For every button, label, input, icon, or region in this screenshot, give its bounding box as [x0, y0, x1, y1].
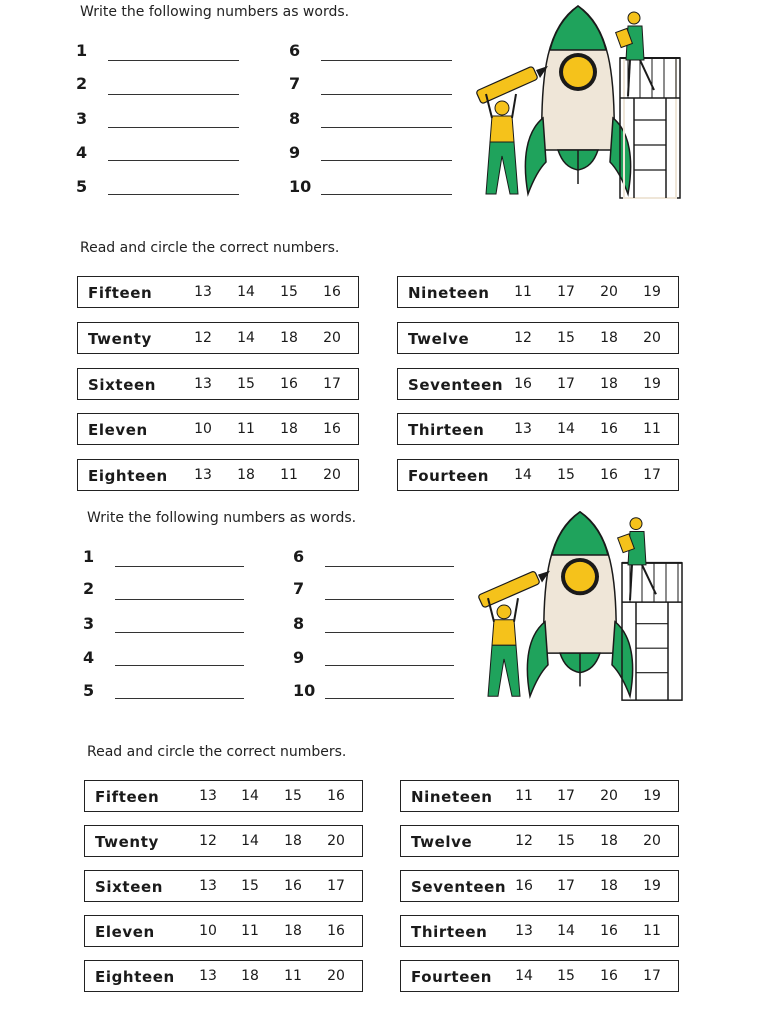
- number-word: Eleven: [88, 421, 148, 439]
- word-row: [397, 322, 679, 354]
- number-option[interactable]: 14: [237, 330, 255, 346]
- number-label: 1: [83, 547, 95, 566]
- word-row: [400, 915, 679, 947]
- number-word: Twenty: [95, 833, 159, 851]
- number-label: 3: [83, 614, 95, 633]
- number-word: Seventeen: [411, 878, 507, 896]
- word-row: [400, 825, 679, 857]
- number-word: Fourteen: [411, 968, 493, 986]
- number-option[interactable]: 18: [237, 467, 255, 483]
- answer-line[interactable]: [108, 94, 239, 95]
- number-option[interactable]: 11: [241, 923, 259, 939]
- number-option[interactable]: 16: [600, 467, 618, 483]
- word-row: [397, 276, 679, 308]
- number-option[interactable]: 11: [280, 467, 298, 483]
- number-word: Eighteen: [88, 467, 168, 485]
- number-option[interactable]: 19: [643, 284, 661, 300]
- word-row: [84, 915, 363, 947]
- answer-line[interactable]: [325, 665, 454, 666]
- number-label: 4: [76, 143, 88, 162]
- number-label: 2: [83, 579, 95, 598]
- number-option[interactable]: 13: [515, 923, 533, 939]
- number-option[interactable]: 17: [327, 878, 345, 894]
- number-word: Thirteen: [411, 923, 488, 941]
- number-option[interactable]: 18: [600, 376, 618, 392]
- number-option[interactable]: 10: [199, 923, 217, 939]
- number-option[interactable]: 17: [643, 467, 661, 483]
- number-option[interactable]: 18: [600, 833, 618, 849]
- word-row: [400, 780, 679, 812]
- number-option[interactable]: 19: [643, 878, 661, 894]
- number-option[interactable]: 16: [284, 878, 302, 894]
- number-option[interactable]: 12: [515, 833, 533, 849]
- number-option[interactable]: 11: [514, 284, 532, 300]
- number-option[interactable]: 15: [557, 467, 575, 483]
- number-option[interactable]: 15: [284, 788, 302, 804]
- number-option[interactable]: 11: [515, 788, 533, 804]
- number-option[interactable]: 12: [514, 330, 532, 346]
- number-label: 9: [293, 648, 305, 667]
- number-option[interactable]: 15: [557, 968, 575, 984]
- number-option[interactable]: 17: [643, 968, 661, 984]
- number-option[interactable]: 14: [241, 788, 259, 804]
- number-label: 4: [83, 648, 95, 667]
- number-option[interactable]: 15: [241, 878, 259, 894]
- number-word: Twenty: [88, 330, 152, 348]
- number-word: Thirteen: [408, 421, 485, 439]
- number-word: Twelve: [408, 330, 470, 348]
- number-word: Eleven: [95, 923, 155, 941]
- number-word: Nineteen: [411, 788, 493, 806]
- number-option[interactable]: 10: [194, 421, 212, 437]
- number-option[interactable]: 12: [194, 330, 212, 346]
- answer-line[interactable]: [325, 599, 454, 600]
- number-label: 1: [76, 41, 88, 60]
- answer-line[interactable]: [321, 60, 452, 61]
- number-option[interactable]: 17: [323, 376, 341, 392]
- number-label: 2: [76, 74, 88, 93]
- number-option[interactable]: 18: [241, 968, 259, 984]
- word-row: [84, 870, 363, 902]
- number-label: 10: [293, 681, 316, 700]
- number-label: 6: [293, 547, 305, 566]
- number-option[interactable]: 15: [557, 330, 575, 346]
- number-option[interactable]: 14: [514, 467, 532, 483]
- number-option[interactable]: 18: [284, 923, 302, 939]
- number-option[interactable]: 14: [515, 968, 533, 984]
- number-option[interactable]: 11: [237, 421, 255, 437]
- circle-instruction: Read and circle the correct numbers.: [80, 240, 340, 256]
- number-word: Sixteen: [95, 878, 164, 896]
- number-option[interactable]: 14: [557, 421, 575, 437]
- number-label: 8: [293, 614, 305, 633]
- number-option[interactable]: 18: [600, 878, 618, 894]
- number-option[interactable]: 15: [237, 376, 255, 392]
- number-word: Seventeen: [408, 376, 504, 394]
- number-option[interactable]: 16: [327, 788, 345, 804]
- number-option[interactable]: 18: [280, 421, 298, 437]
- number-option[interactable]: 18: [284, 833, 302, 849]
- word-row: [397, 368, 679, 400]
- answer-line[interactable]: [325, 566, 454, 567]
- number-option[interactable]: 13: [194, 467, 212, 483]
- number-option[interactable]: 20: [327, 968, 345, 984]
- answer-line[interactable]: [115, 698, 244, 699]
- rocket-with-kids-illustration-icon: [470, 506, 692, 708]
- number-option[interactable]: 16: [323, 421, 341, 437]
- number-option[interactable]: 20: [643, 330, 661, 346]
- answer-line[interactable]: [321, 160, 452, 161]
- answer-line[interactable]: [325, 632, 454, 633]
- answer-line[interactable]: [115, 566, 244, 567]
- word-row: [397, 413, 679, 445]
- number-option[interactable]: 13: [514, 421, 532, 437]
- answer-line[interactable]: [108, 194, 239, 195]
- number-label: 3: [76, 109, 88, 128]
- number-option[interactable]: 13: [194, 284, 212, 300]
- answer-line[interactable]: [321, 94, 452, 95]
- number-option[interactable]: 12: [199, 833, 217, 849]
- number-option[interactable]: 17: [557, 878, 575, 894]
- number-option[interactable]: 15: [280, 284, 298, 300]
- number-label: 10: [289, 177, 312, 196]
- number-option[interactable]: 20: [600, 788, 618, 804]
- number-word: Fifteen: [95, 788, 160, 806]
- answer-line[interactable]: [115, 599, 244, 600]
- number-option[interactable]: 16: [323, 284, 341, 300]
- number-label: 5: [83, 681, 95, 700]
- number-option[interactable]: 16: [600, 421, 618, 437]
- number-option[interactable]: 17: [557, 788, 575, 804]
- number-option[interactable]: 15: [557, 833, 575, 849]
- number-label: 8: [289, 109, 301, 128]
- number-option[interactable]: 17: [557, 284, 575, 300]
- write-instruction: Write the following numbers as words.: [80, 4, 350, 20]
- word-row: [400, 870, 679, 902]
- number-option[interactable]: 16: [514, 376, 532, 392]
- number-label: 9: [289, 143, 301, 162]
- number-label: 5: [76, 177, 88, 196]
- word-row: [397, 459, 679, 491]
- number-option[interactable]: 16: [600, 923, 618, 939]
- number-option[interactable]: 20: [323, 330, 341, 346]
- number-label: 6: [289, 41, 301, 60]
- word-row: [84, 780, 363, 812]
- number-option[interactable]: 20: [323, 467, 341, 483]
- number-option[interactable]: 16: [327, 923, 345, 939]
- word-row: [77, 459, 359, 491]
- number-label: 7: [293, 579, 305, 598]
- word-row: [84, 960, 363, 992]
- number-option[interactable]: 17: [557, 376, 575, 392]
- answer-line[interactable]: [321, 127, 452, 128]
- number-label: 7: [289, 74, 301, 93]
- answer-line[interactable]: [115, 632, 244, 633]
- number-option[interactable]: 19: [643, 376, 661, 392]
- number-word: Fifteen: [88, 284, 153, 302]
- number-option[interactable]: 14: [557, 923, 575, 939]
- number-word: Fourteen: [408, 467, 490, 485]
- circle-instruction: Read and circle the correct numbers.: [87, 744, 347, 760]
- number-option[interactable]: 14: [237, 284, 255, 300]
- write-instruction: Write the following numbers as words.: [87, 510, 357, 526]
- answer-line[interactable]: [108, 60, 239, 61]
- number-option[interactable]: 11: [643, 421, 661, 437]
- word-row: [77, 413, 359, 445]
- number-option[interactable]: 20: [600, 284, 618, 300]
- number-option[interactable]: 11: [643, 923, 661, 939]
- number-word: Eighteen: [95, 968, 175, 986]
- answer-line[interactable]: [115, 665, 244, 666]
- answer-line[interactable]: [321, 194, 452, 195]
- number-option[interactable]: 16: [600, 968, 618, 984]
- number-word: Sixteen: [88, 376, 157, 394]
- number-option[interactable]: 13: [199, 788, 217, 804]
- number-option[interactable]: 18: [280, 330, 298, 346]
- word-row: [77, 276, 359, 308]
- number-option[interactable]: 14: [241, 833, 259, 849]
- number-option[interactable]: 11: [284, 968, 302, 984]
- number-option[interactable]: 20: [327, 833, 345, 849]
- word-row: [77, 368, 359, 400]
- word-row: [84, 825, 363, 857]
- word-row: [400, 960, 679, 992]
- number-option[interactable]: 13: [194, 376, 212, 392]
- number-option[interactable]: 16: [515, 878, 533, 894]
- rocket-with-kids-illustration-icon: [468, 0, 690, 206]
- number-option[interactable]: 13: [199, 968, 217, 984]
- number-word: Nineteen: [408, 284, 490, 302]
- number-option[interactable]: 20: [643, 833, 661, 849]
- answer-line[interactable]: [108, 127, 239, 128]
- number-option[interactable]: 16: [280, 376, 298, 392]
- number-word: Twelve: [411, 833, 473, 851]
- answer-line[interactable]: [108, 160, 239, 161]
- number-option[interactable]: 18: [600, 330, 618, 346]
- number-option[interactable]: 19: [643, 788, 661, 804]
- number-option[interactable]: 13: [199, 878, 217, 894]
- word-row: [77, 322, 359, 354]
- answer-line[interactable]: [325, 698, 454, 699]
